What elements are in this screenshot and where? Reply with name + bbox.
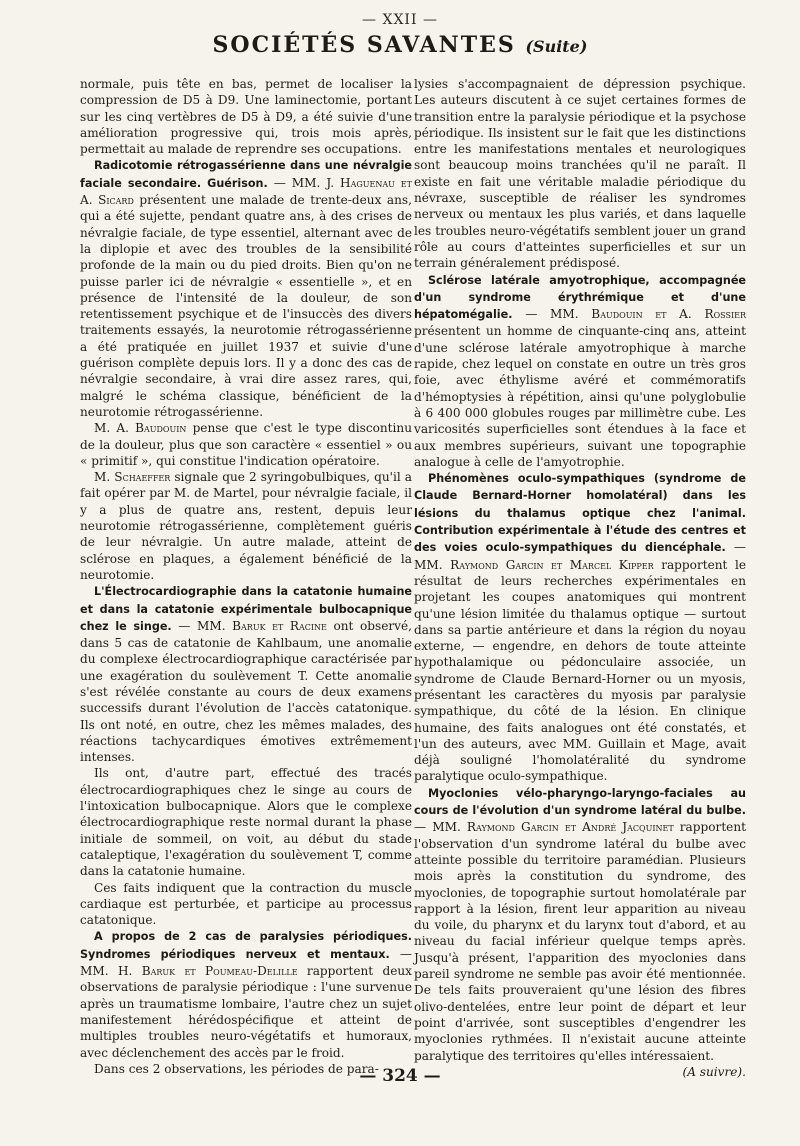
article-heading: A propos de 2 cas de paralysies périodiques. Syndromes périodiques nerveux et mentaux. [80, 930, 412, 961]
page-header [0, 12, 800, 58]
article-body: rapportent le résultat de leurs recherches expérimentales en projetant les coupes anatomiques qui montrent qu'une lésion limitée du thalamus optique — surtout dans sa partie antérieure et dans la région du noyau externe, — engendre, en dehors de toute atteinte hypothalamique ou pédonculaire associée, un syndrome de Claude Bernard-Horner ou un myosis, présentant les caractères du myosis par paralysie sympathique, du côté de la lésion. En clinique humaine, des faits analogues ont été constatés, et l'un des auteurs, avec MM. Guillain et Mage, avait déjà souligné l'homolatéralité du syndrome paralytique oculo-sympathique. [414, 557, 746, 784]
article-body: ont observé, dans 5 cas de catatonie de Kahlbaum, une anomalie du complexe électrocardiographique caractérisée par une exagération du soulèvement T. Cette anomalie s'est révélée constante au cours de deux examens successifs durant l'évolution de l'accès catatonique. Ils ont noté, en outre, chez les mêmes malades, des réactions tachycardiques émotives extrêmement intenses. [80, 618, 412, 765]
article-body: présentent un homme de cinquante-cinq ans, atteint d'une sclérose latérale amyotrophique à marche rapide, chez lequel on constate en outre un très gros foie, avec éthylisme avéré et commémoratifs d'hémoptysies à répétition, ainsi qu'une polyglobulie à 6 400 000 globules rouges par millimètre cube. Les varicosités superficielles sont étendues à la face et aux membres supérieurs, suivant une topographie analogue à celle de l'amyotrophie. [414, 324, 746, 469]
title-main: SOCIÉTÉS SAVANTES [212, 32, 516, 58]
article-authors: — MM. J. Haguenau et A. Sicard [80, 175, 412, 208]
article-heading: Phénomènes oculo-sympathiques (syndrome de Claude Bernard-Horner homolatéral) dans les lésions du thalamus optique chez l'animal. Contribution expérimentale à l'étude des centres et des voies oculo-sympathiques du diencéphale. [414, 472, 746, 555]
article-paragraph [414, 470, 746, 785]
article-authors: — MM. Raymond Garcin et Marcel Kipper [414, 540, 746, 572]
article-heading: Sclérose latérale amyotrophique, accompagnée d'un syndrome érythrémique et d'une hépatomégalie. [414, 273, 746, 322]
paragraph [80, 469, 412, 583]
paragraph: Ces faits indiquent que la contraction du muscle cardiaque est perturbée, et participe au processus catatonique. [80, 880, 412, 928]
paragraph: normale, puis tête en bas, permet de localiser la compression de D5 à D9. Une laminectomie, portant sur les cinq vertèbres de D5 à D9, a été suivie d'une amélioration progressive qui, trois mois après, permettait au malade de reprendre ses occupations. [80, 77, 412, 157]
article-authors: — MM. H. Baruk et Poumeau-Delille [80, 946, 412, 979]
article-authors: — MM. Raymond Garcin et André Jacquinet [414, 820, 674, 835]
page-roman-numeral: — XXII — [362, 12, 438, 28]
article-body: rapportent l'observation d'un syndrome latéral du bulbe avec atteinte possible du territoire paramédian. Plusieurs mois après la constitution du syndrome, des myoclonies, de topographie surtout homolatérale par rapport à la lésion, firent leur apparition au niveau du voile, du pharynx et du larynx tout d'abord, et au niveau du facial inférieur quelque temps après. Jusqu'à présent, l'apparition des myoclonies dans pareil syndrome ne semble pas avoir été mentionnée. De tels faits prouveraient qu'une lésion des fibres olivo-dentelées, entre leur point de départ et leur point d'arrivée, sont susceptibles d'engendrer les myoclonies rythmées. Il n'existait aucune atteinte paralytique des territoires qu'elles intéressaient. [414, 820, 746, 1063]
article-body: rapportent deux observations de paralysie périodique : l'une survenue après un traumatisme lombaire, l'autre chez un sujet manifestement hérédospécifique et atteint de multiples troubles neuro-végétatifs et humoraux, avec déclenchement des accès par le froid. [80, 964, 412, 1060]
article-authors: — MM. Baruk et Racine [178, 618, 327, 633]
paragraph: lysies s'accompagnaient de dépression psychique. Les auteurs discutent à ce sujet certaines formes de transition entre la paralysie périodique et la psychose périodique. Ils insistent sur le fait que les distinctions entre les manifestations mentales et neurologiques sont beaucoup moins tranchées qu'il ne paraît. Il existe en fait une véritable maladie périodique du névraxe, susceptible de réaliser les syndromes nerveux ou mentaux les plus variés, et dans laquelle les troubles neuro-végétatifs semblent jouer un grand rôle au cours d'atteintes superficielles et sur un terrain généralement prédisposé. [414, 77, 746, 271]
article-heading: Myoclonies vélo-pharyngo-laryngo-faciales au cours de l'évolution d'un syndrome latéral du bulbe. [414, 786, 746, 818]
speaker-name: M. Schaeffer [94, 470, 171, 485]
article-paragraph [80, 583, 412, 765]
left-column [80, 76, 412, 1077]
article-body: présentent une malade de trente-deux ans, qui a été sujette, pendant quatre ans, à des crises de névralgie faciale, de type essentiel, alternant avec de la diplopie et avec des troubles de la sensibilité profonde de la main ou du pied droits. Bien qu'on ne puisse parler ici de névralgie « essentielle », et en présence de l'intensité de la douleur, de son retentissement psychique et de l'insuccès des divers traitements essayés, la neurotomie rétrogassérienne a été pratiquée en juillet 1937 et suivie d'une guérison complète depuis lors. Il y a donc des cas de névralgie secondaire, à vrai dire assez rares, qui, malgré le schéma classique, bénéficient de la neurotomie rétrogassérienne. [80, 193, 412, 419]
article-heading: Radicotomie rétrogassérienne dans une névralgie faciale secondaire. Guérison. [80, 159, 412, 190]
page-title [0, 32, 800, 58]
paragraph-body: signale que 2 syringobulbiques, qu'il a fait opérer par M. de Martel, pour névralgie faciale, il y a plus de quatre ans, restent, depuis leur neurotomie rétrogassérienne, complètement guéris de leur névralgie. Un autre malade, atteint de sclérose en plaques, a également bénéficié de la neurotomie. [80, 470, 412, 582]
article-paragraph [414, 272, 746, 471]
speaker-name: M. A. Baudouin [94, 421, 187, 436]
paragraph [80, 420, 412, 469]
title-suffix: (Suite) [525, 37, 588, 56]
to-be-continued: (A suivre). [682, 1064, 746, 1079]
page-number: — 324 — [359, 1066, 441, 1086]
article-heading: L'Électrocardiographie dans la catatonie humaine et dans la catatonie expérimentale bulbocapnique chez le singe. [80, 585, 412, 633]
article-paragraph [80, 157, 412, 420]
right-column [414, 76, 746, 1080]
paragraph: Dans ces 2 observations, les périodes de para- [94, 1061, 379, 1076]
paragraph: Ils ont, d'autre part, effectué des tracés électrocardiographiques chez le singe au cours de l'intoxication bulbocapnique. Alors que le complexe électrocardiographique reste normal durant la phase initiale de sommeil, on voit, au début du stade cataleptique, l'exagération du soulèvement T, comme dans la catatonie humaine. [80, 766, 412, 879]
article-paragraph [414, 785, 746, 1064]
paragraph-body: pense que c'est le type discontinu de la douleur, plus que son caractère « essentiel » ou « primitif », qui constitue l'indication opératoire. [80, 421, 412, 468]
article-paragraph [80, 928, 412, 1060]
article-authors: — MM. Baudouin et A. Rossier [525, 307, 746, 322]
